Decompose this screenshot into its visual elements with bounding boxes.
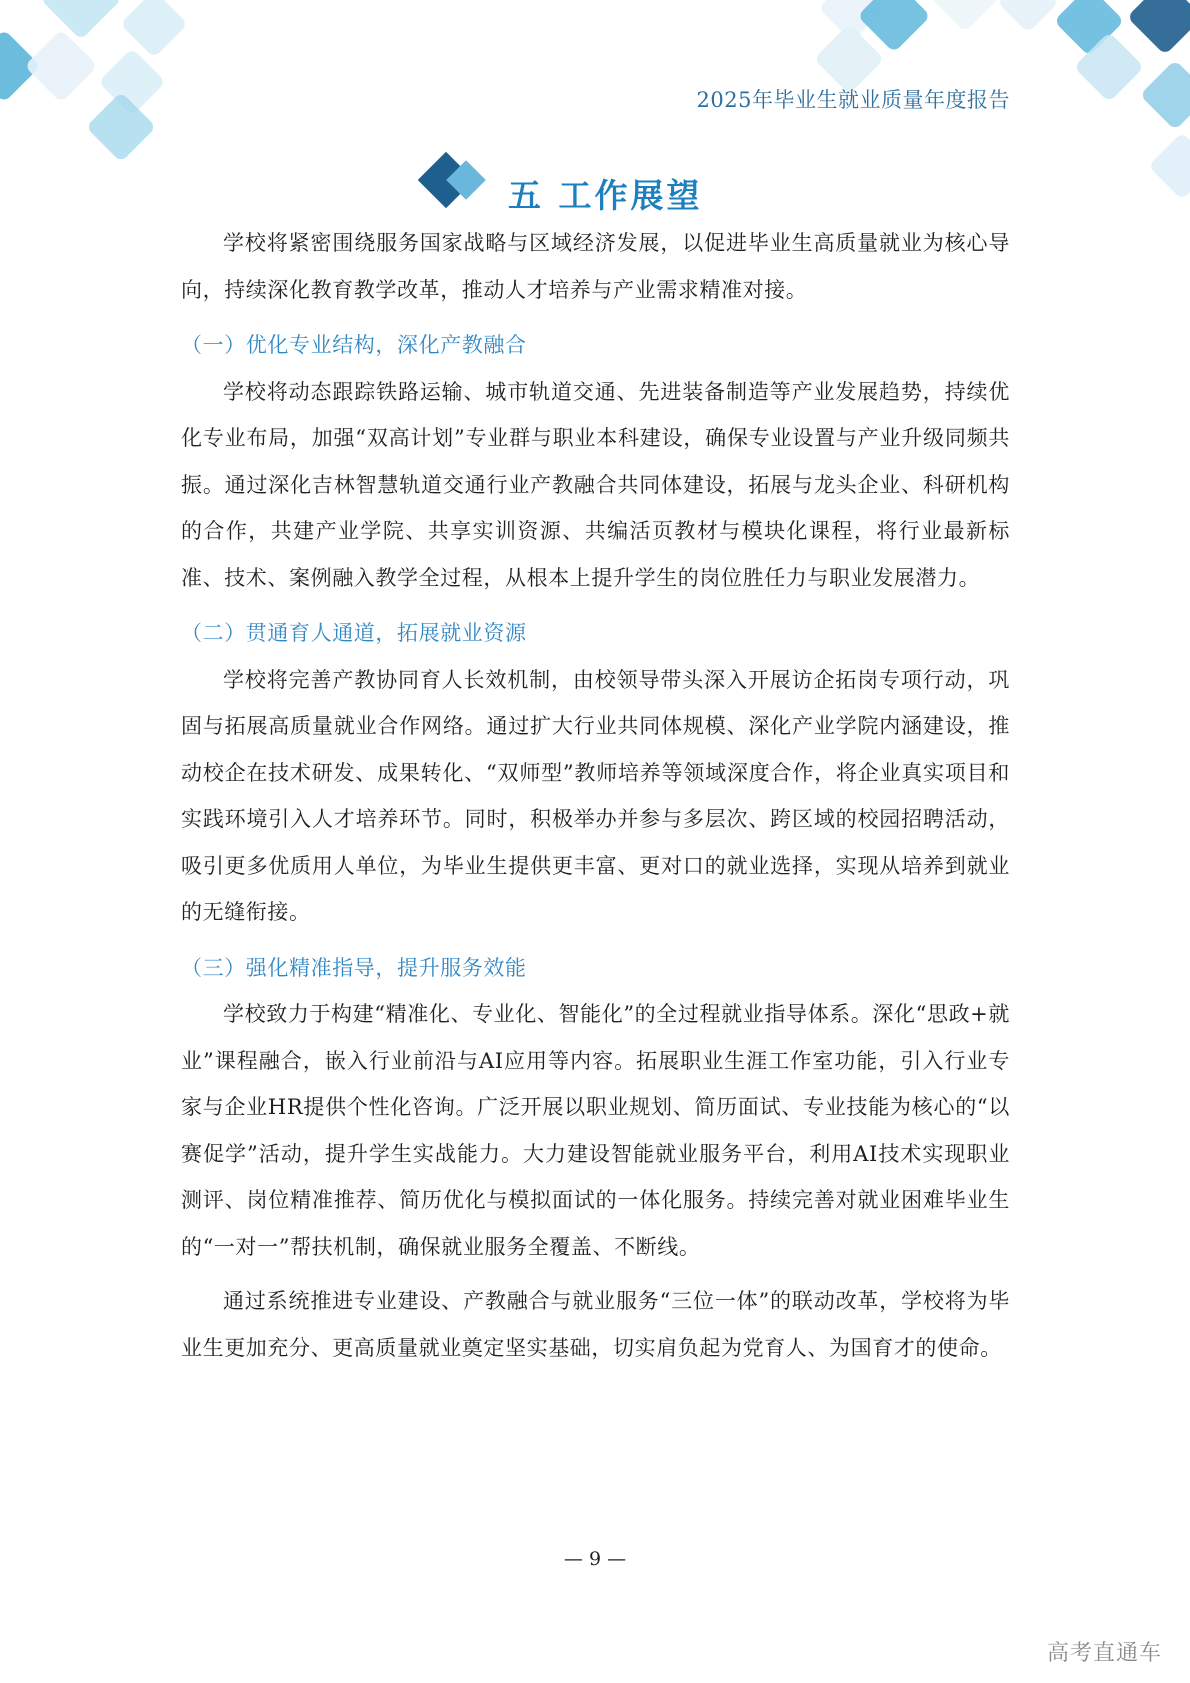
decorative-diamond	[1140, 60, 1190, 131]
decorative-diamond	[24, 29, 98, 103]
decorative-diamond	[1148, 132, 1190, 200]
decorative-diamond	[997, 0, 1059, 33]
decorative-diamond	[120, 0, 188, 58]
subsection-paragraph: 学校将完善产教协同育人长效机制，由校领导带头深入开展访企拓岗专项行动，巩固与拓展高质量就业合作网络。通过扩大行业共同体规模、深化产业学院内涵建设，推动校企在技术研发、成果转化、“双师型”教师培养等领域深度合作，将企业真实项目和实践环境引入人才培养环节。同时，积极举办并参与多层次、跨区域的校园招聘活动，吸引更多优质用人单位，为毕业生提供更丰富、更对口的就业选择，实现从培养到就业的无缝衔接。	[181, 667, 1010, 924]
report-header-title: 2025年毕业生就业质量年度报告	[696, 88, 1010, 112]
decorative-diamond	[1127, 0, 1190, 55]
watermark-text: 高考直通车	[1046, 1641, 1162, 1666]
subsection-heading: （一）优化专业结构，深化产教融合	[181, 333, 527, 357]
subsection-paragraph: 学校将动态跟踪铁路运输、城市轨道交通、先进装备制造等产业发展趋势，持续优化专业布局，加强“双高计划”专业群与职业本科建设，确保专业设置与产业升级同频共振。通过深化吉林智慧轨道交通行业产教融合共同体建设，拓展与龙头企业、科研机构的合作，共建产业学院、共享实训资源、共编活页教材与模块化课程，将行业最新标准、技术、案例融入教学全过程，从根本上提升学生的岗位胜任力与职业发展潜力。	[181, 379, 1010, 590]
section-title: 五 工作展望	[508, 176, 703, 215]
decorative-diamond	[86, 92, 157, 163]
decorative-diamond	[40, 0, 122, 40]
subsection-heading: （三）强化精准指导，提升服务效能	[181, 955, 527, 980]
intro-paragraph: 学校将紧密围绕服务国家战略与区域经济发展，以促进毕业生高质量就业为核心导向，持续深化教育教学改革，推动人才培养与产业需求精准对接。	[181, 231, 1010, 302]
closing-paragraph: 通过系统推进专业建设、产教融合与就业服务“三位一体”的联动改革，学校将为毕业生更加充分、更高质量就业奠定坚实基础，切实肩负起为党育人、为国育才的使命。	[181, 1289, 1010, 1360]
section-body	[181, 220, 1010, 1371]
subsection-paragraph: 学校致力于构建“精准化、专业化、智能化”的全过程就业指导体系。深化“思政+就业”课程融合，嵌入行业前沿与AI应用等内容。拓展职业生涯工作室功能，引入行业专家与企业HR提供个性化咨询。广泛开展以职业规划、简历面试、专业技能为核心的“以赛促学”活动，提升学生实战能力。大力建设智能就业服务平台，利用AI技术实现职业测评、岗位精准推荐、简历优化与模拟面试的一体化服务。持续完善对就业困难毕业生的“一对一”帮扶机制，确保就业服务全覆盖、不断线。	[181, 1002, 1010, 1259]
subsection-heading: （二）贯通育人通道，拓展就业资源	[181, 621, 527, 645]
decorative-diamond	[930, 0, 1001, 32]
section-title-block	[420, 148, 750, 228]
page-number: — 9 —	[563, 1548, 627, 1570]
